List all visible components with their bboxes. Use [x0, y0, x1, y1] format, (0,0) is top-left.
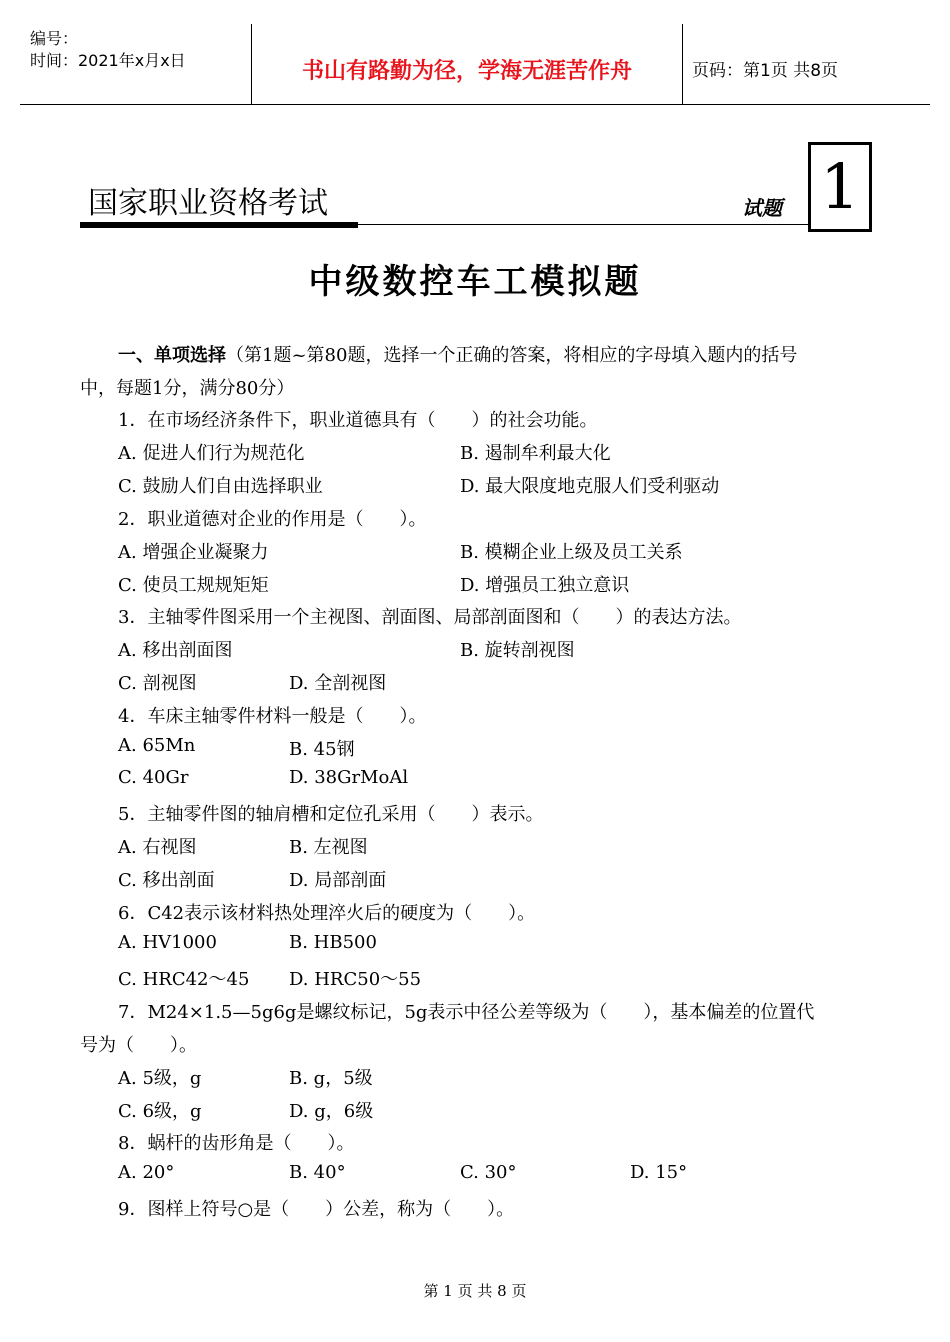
question-stem: 7．M24×1.5—5g6g是螺纹标记，5g表示中径公差等级为（ ），基本偏差的位置代 [118, 1002, 815, 1023]
section-intro-line2: 中，每题1分，满分80分） [80, 378, 295, 399]
option-c: C. 移出剖面 [118, 870, 215, 891]
document-title: 中级数控车工模拟题 [308, 262, 642, 302]
option-b: B. HB500 [289, 932, 377, 953]
option-a: A. 增强企业凝聚力 [118, 542, 269, 563]
option-d: D. 全剖视图 [289, 673, 387, 694]
header-motto: 书山有路勤为径，学海无涯苦作舟 [301, 59, 632, 84]
question-stem-continued: 号为（ ）。 [80, 1035, 197, 1056]
option-c: C. 40Gr [118, 767, 189, 788]
question-stem: 9．图样上符号○是（ ）公差，称为（ ）。 [118, 1199, 515, 1220]
question-stem: 1．在市场经济条件下，职业道德具有（ ）的社会功能。 [118, 410, 598, 431]
option-d: D. 15° [630, 1162, 688, 1183]
option-c: C. 30° [460, 1162, 517, 1183]
question-stem: 4．车床主轴零件材料一般是（ ）。 [118, 706, 427, 727]
option-a: A. 65Mn [118, 735, 196, 756]
option-d: D. g，6级 [289, 1101, 374, 1122]
band-shiti-label: 试题 [742, 196, 782, 220]
option-c: C. 6级，g [118, 1101, 202, 1122]
option-b: B. 40° [289, 1162, 346, 1183]
option-b: B. 45钢 [289, 739, 355, 760]
band-rule-thin [358, 224, 808, 225]
option-a: A. 促进人们行为规范化 [118, 443, 305, 464]
paper-number-box: 1 [808, 142, 872, 232]
option-c: C. 剖视图 [118, 673, 197, 694]
band-rule-thick [80, 222, 358, 228]
question-stem: 5．主轴零件图的轴肩槽和定位孔采用（ ）表示。 [118, 804, 544, 825]
option-b: B. 遏制牟利最大化 [460, 443, 611, 464]
question-stem: 6．C42表示该材料热处理淬火后的硬度为（ ）。 [118, 903, 536, 924]
option-d: D. HRC50～55 [289, 969, 422, 990]
option-a: A. 20° [118, 1162, 175, 1183]
option-b: B. 旋转剖视图 [460, 640, 575, 661]
section-intro-text: （第1题~第80题，选择一个正确的答案，将相应的字母填入题内的括号 [226, 345, 798, 366]
header-time: 时间：2021年x月x日 [30, 51, 186, 70]
page-header [20, 24, 930, 105]
header-page-info: 页码：第1页 共8页 [692, 61, 839, 81]
option-c: C. HRC42～45 [118, 969, 250, 990]
section-intro [118, 341, 797, 367]
exam-band [80, 150, 870, 236]
option-c: C. 使员工规规矩矩 [118, 575, 269, 596]
header-meta [30, 28, 186, 72]
option-a: A. 右视图 [118, 837, 197, 858]
option-a: A. 移出剖面图 [118, 640, 233, 661]
question-stem: 2．职业道德对企业的作用是（ ）。 [118, 509, 427, 530]
option-d: D. 38GrMoAl [289, 767, 409, 788]
header-divider [682, 24, 683, 104]
option-b: B. 左视图 [289, 837, 368, 858]
option-a: A. 5级，g [118, 1068, 202, 1089]
option-d: D. 增强员工独立意识 [460, 575, 630, 596]
option-b: B. 模糊企业上级及员工关系 [460, 542, 683, 563]
option-d: D. 最大限度地克服人们受利驱动 [460, 476, 720, 497]
option-a: A. HV1000 [118, 932, 217, 953]
question-stem: 8．蜗杆的齿形角是（ ）。 [118, 1133, 355, 1154]
section-heading: 一、单项选择 [118, 345, 226, 366]
option-c: C. 鼓励人们自由选择职业 [118, 476, 323, 497]
question-stem: 3．主轴零件图采用一个主视图、剖面图、局部剖面图和（ ）的表达方法。 [118, 607, 742, 628]
page-footer: 第 1 页 共 8 页 [423, 1282, 527, 1300]
header-number-label: 编号： [30, 29, 79, 48]
option-b: B. g，5级 [289, 1068, 373, 1089]
option-d: D. 局部剖面 [289, 870, 387, 891]
exam-band-title: 国家职业资格考试 [88, 186, 328, 221]
